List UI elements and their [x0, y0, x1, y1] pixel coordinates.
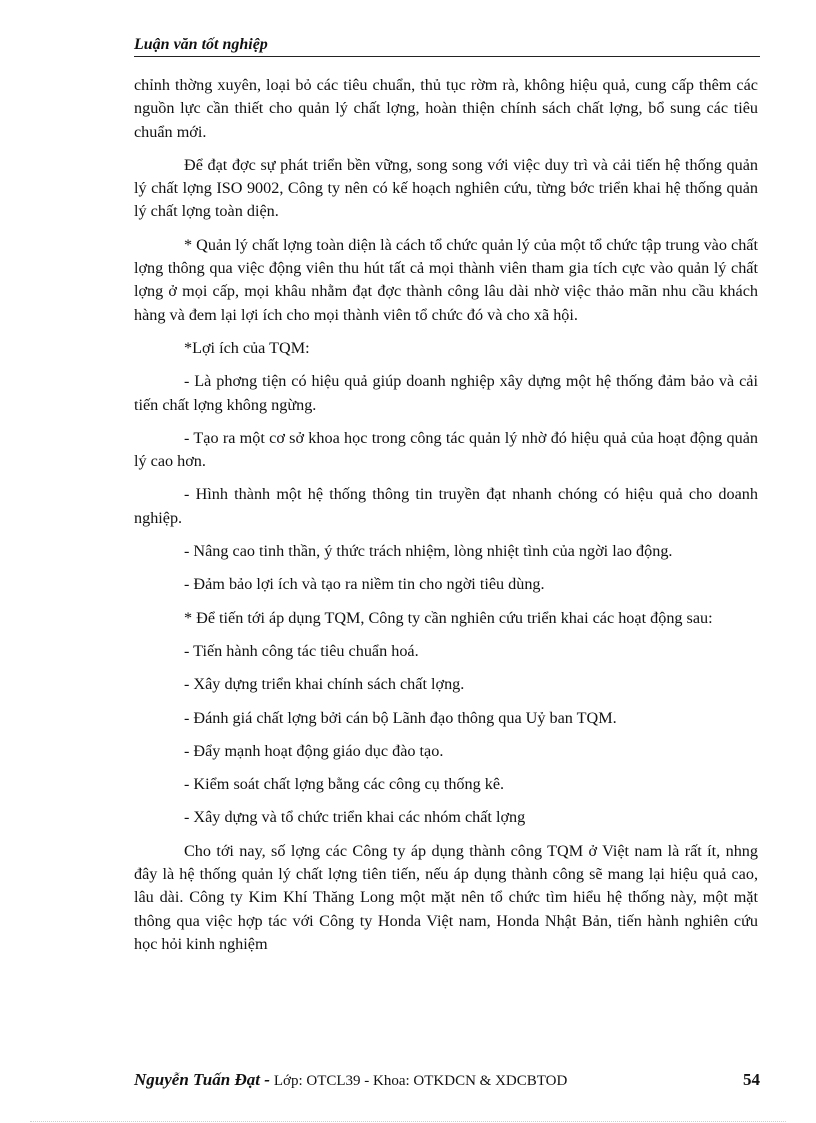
list-item: - Là phơng tiện có hiệu quả giúp doanh nghiệp xây dựng một hệ thống đảm bảo và cải tiến chất lợng không ngừng. [134, 372, 758, 414]
paragraph: * Để tiến tới áp dụng TQM, Công ty cần nghiên cứu triển khai các hoạt động sau: [184, 608, 713, 627]
paragraph: Cho tới nay, số lợng các Công ty áp dụng thành công TQM ở Việt nam là rất ít, nhng đây là hệ thống quản lý chất lợng tiên tiến, nếu áp dụng thành công sẽ mang lại hiệu quả cao, lâu dài. Công ty Kim Khí Thăng Long một mặt nên tổ chức tìm hiểu hệ thống này, một mặt thông qua việc hợp tác với Công ty Honda Việt nam, Honda Nhật Bản, tiến hành nghiên cứu học hỏi kinh nghiệm [134, 841, 758, 953]
list-item: - Tiến hành công tác tiêu chuẩn hoá. [184, 641, 419, 660]
header-title: Luận văn tốt nghiệp [134, 36, 268, 53]
footer-class-info: Lớp: OTCL39 - Khoa: OTKDCN & XDCBTOD [273, 1073, 568, 1089]
list-item: - Hình thành một hệ thống thông tin truyền đạt nhanh chóng có hiệu quả cho doanh nghiệp. [134, 485, 758, 527]
paragraph: * Quản lý chất lợng toàn diện là cách tổ chức quản lý của một tổ chức tập trung vào chất lợng thông qua việc động viên thu hút tất cả mọi thành viên tham gia tích cực vào quản lý chất lợng ở mọi cấp, mọi khâu nhằm đạt đợc thành công lâu dài nhờ việc thảo mãn nhu cầu khách hàng và đem lại lợi ích cho mọi thành viên tổ chức đó và cho xã hội. [134, 235, 758, 324]
list-item: - Đánh giá chất lợng bởi cán bộ Lãnh đạo thông qua Uỷ ban TQM. [184, 708, 617, 727]
page-number: 54 [743, 1070, 760, 1089]
page-bottom-border [30, 1121, 786, 1122]
list-item: - Xây dựng triển khai chính sách chất lợng. [184, 675, 465, 694]
list-item: - Kiểm soát chất lợng bằng các công cụ thống kê. [184, 775, 505, 794]
footer-author: Nguyễn Tuấn Đạt - [134, 1070, 270, 1089]
list-item: - Nâng cao tinh thần, ý thức trách nhiệm, lòng nhiệt tình của ngời lao động. [184, 542, 673, 561]
page-header [134, 36, 760, 57]
page-footer [134, 1070, 760, 1094]
list-item: - Đẩy mạnh hoạt động giáo dục đào tạo. [184, 741, 444, 760]
list-item: - Xây dựng và tổ chức triển khai các nhóm chất lợng [184, 808, 526, 827]
paragraph: chỉnh thờng xuyên, loại bỏ các tiêu chuẩn, thủ tục rờm rà, không hiệu quả, cung cấp thêm các nguồn lực cần thiết cho quản lý chất lợng, hoàn thiện chính sách chất lợng, bổ sung các tiêu chuẩn mới. [134, 76, 758, 141]
paragraph: Để đạt đợc sự phát triển bền vững, song song với việc duy trì và cải tiến hệ thống quản lý chất lợng ISO 9002, Công ty nên có kế hoạch nghiên cứu, từng bớc triển khai hệ thống quản lý chất lợng toàn diện. [134, 155, 758, 221]
document-body [134, 74, 758, 966]
list-item: - Tạo ra một cơ sở khoa học trong công tác quản lý nhờ đó hiệu quả của hoạt động quản lý cao hơn. [134, 428, 758, 471]
list-item: - Đảm bảo lợi ích và tạo ra niềm tin cho ngời tiêu dùng. [184, 575, 545, 594]
section-heading: *Lợi ích của TQM: [184, 338, 310, 357]
